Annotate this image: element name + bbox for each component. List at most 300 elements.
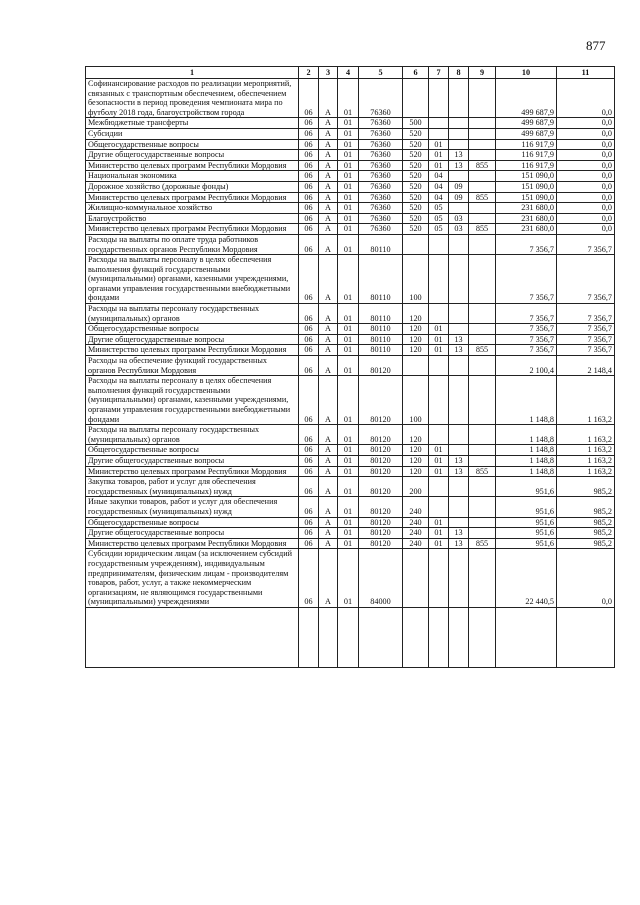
subprogram-cell: 01 bbox=[338, 181, 359, 192]
target-cell: 76360 bbox=[359, 150, 403, 161]
name-cell: Общегосударственные вопросы bbox=[86, 324, 299, 335]
program-cell: А bbox=[319, 528, 338, 539]
type-cell: 120 bbox=[403, 455, 429, 466]
name-cell: Другие общегосударственные вопросы bbox=[86, 150, 299, 161]
program-cell: А bbox=[319, 445, 338, 456]
amount-next-cell: 0,0 bbox=[557, 224, 615, 235]
section-cell: 06 bbox=[299, 160, 319, 171]
chapter-cell bbox=[429, 128, 449, 139]
program-cell: А bbox=[319, 334, 338, 345]
section-cell: 06 bbox=[299, 118, 319, 129]
amount-next-cell: 985,2 bbox=[557, 477, 615, 497]
section-cell: 06 bbox=[299, 324, 319, 335]
amount-next-cell: 7 356,7 bbox=[557, 234, 615, 254]
amount-next-cell: 0,0 bbox=[557, 139, 615, 150]
column-header: 10 bbox=[496, 67, 557, 79]
table-row bbox=[86, 345, 615, 356]
subprogram-cell: 01 bbox=[338, 517, 359, 528]
ministry-cell: 855 bbox=[469, 538, 496, 549]
column-header: 7 bbox=[429, 67, 449, 79]
target-cell: 80110 bbox=[359, 324, 403, 335]
ministry-cell bbox=[469, 376, 496, 425]
amount-cell: 2 100,4 bbox=[496, 356, 557, 376]
amount-cell: 951,6 bbox=[496, 528, 557, 539]
chapter-cell bbox=[429, 477, 449, 497]
chapter-cell: 01 bbox=[429, 345, 449, 356]
section-cell: 06 bbox=[299, 171, 319, 182]
amount-cell: 22 440,5 bbox=[496, 549, 557, 608]
subprogram-cell: 01 bbox=[338, 538, 359, 549]
type-cell: 520 bbox=[403, 150, 429, 161]
subchapter-cell bbox=[449, 234, 469, 254]
table-row bbox=[86, 213, 615, 224]
table-row bbox=[86, 477, 615, 497]
subchapter-cell bbox=[449, 477, 469, 497]
target-cell: 76360 bbox=[359, 79, 403, 118]
table-row bbox=[86, 192, 615, 203]
subchapter-cell bbox=[449, 324, 469, 335]
name-cell: Другие общегосударственные вопросы bbox=[86, 455, 299, 466]
target-cell: 80120 bbox=[359, 466, 403, 477]
chapter-cell bbox=[429, 356, 449, 376]
chapter-cell bbox=[429, 549, 449, 608]
amount-next-cell: 0,0 bbox=[557, 549, 615, 608]
program-cell: А bbox=[319, 538, 338, 549]
table-row bbox=[86, 255, 615, 304]
program-cell: А bbox=[319, 549, 338, 608]
name-cell: Другие общегосударственные вопросы bbox=[86, 528, 299, 539]
ministry-cell bbox=[469, 517, 496, 528]
ministry-cell bbox=[469, 139, 496, 150]
amount-next-cell: 7 356,7 bbox=[557, 255, 615, 304]
section-cell: 06 bbox=[299, 528, 319, 539]
chapter-cell: 01 bbox=[429, 150, 449, 161]
type-cell: 520 bbox=[403, 160, 429, 171]
type-cell: 520 bbox=[403, 192, 429, 203]
table-row bbox=[86, 517, 615, 528]
table-row bbox=[86, 118, 615, 129]
amount-next-cell: 0,0 bbox=[557, 118, 615, 129]
target-cell: 80120 bbox=[359, 517, 403, 528]
amount-next-cell: 1 163,2 bbox=[557, 455, 615, 466]
subprogram-cell: 01 bbox=[338, 304, 359, 324]
ministry-cell bbox=[469, 497, 496, 517]
section-cell: 06 bbox=[299, 213, 319, 224]
subchapter-cell: 03 bbox=[449, 213, 469, 224]
section-cell: 06 bbox=[299, 356, 319, 376]
section-cell: 06 bbox=[299, 79, 319, 118]
ministry-cell bbox=[469, 128, 496, 139]
name-cell: Жилищно-коммунальное хозяйство bbox=[86, 203, 299, 214]
subprogram-cell: 01 bbox=[338, 455, 359, 466]
section-cell: 06 bbox=[299, 425, 319, 445]
column-header: 6 bbox=[403, 67, 429, 79]
section-cell: 06 bbox=[299, 224, 319, 235]
type-cell: 120 bbox=[403, 324, 429, 335]
chapter-cell: 04 bbox=[429, 181, 449, 192]
subprogram-cell: 01 bbox=[338, 334, 359, 345]
program-cell: А bbox=[319, 118, 338, 129]
subchapter-cell: 13 bbox=[449, 538, 469, 549]
subprogram-cell: 01 bbox=[338, 497, 359, 517]
target-cell: 80120 bbox=[359, 477, 403, 497]
chapter-cell: 01 bbox=[429, 455, 449, 466]
amount-cell: 951,6 bbox=[496, 538, 557, 549]
table-row bbox=[86, 234, 615, 254]
amount-cell: 7 356,7 bbox=[496, 304, 557, 324]
subchapter-cell: 13 bbox=[449, 334, 469, 345]
ministry-cell bbox=[469, 234, 496, 254]
subchapter-cell bbox=[449, 376, 469, 425]
table-row bbox=[86, 445, 615, 456]
section-cell: 06 bbox=[299, 517, 319, 528]
name-cell: Министерство целевых программ Республики Мордовия bbox=[86, 345, 299, 356]
target-cell: 76360 bbox=[359, 213, 403, 224]
subchapter-cell bbox=[449, 497, 469, 517]
amount-cell: 231 680,0 bbox=[496, 224, 557, 235]
section-cell: 06 bbox=[299, 255, 319, 304]
amount-cell: 7 356,7 bbox=[496, 234, 557, 254]
subprogram-cell: 01 bbox=[338, 118, 359, 129]
table-row bbox=[86, 181, 615, 192]
chapter-cell bbox=[429, 118, 449, 129]
chapter-cell bbox=[429, 497, 449, 517]
ministry-cell bbox=[469, 304, 496, 324]
subprogram-cell: 01 bbox=[338, 139, 359, 150]
section-cell: 06 bbox=[299, 304, 319, 324]
program-cell: А bbox=[319, 171, 338, 182]
section-cell: 06 bbox=[299, 334, 319, 345]
table-row bbox=[86, 171, 615, 182]
program-cell: А bbox=[319, 203, 338, 214]
name-cell bbox=[86, 607, 299, 667]
subprogram-cell: 01 bbox=[338, 160, 359, 171]
amount-cell: 1 148,8 bbox=[496, 376, 557, 425]
amount-next-cell: 2 148,4 bbox=[557, 356, 615, 376]
amount-next-cell: 1 163,2 bbox=[557, 376, 615, 425]
ministry-cell bbox=[469, 607, 496, 667]
subprogram-cell: 01 bbox=[338, 150, 359, 161]
subchapter-cell bbox=[449, 128, 469, 139]
ministry-cell bbox=[469, 255, 496, 304]
ministry-cell bbox=[469, 356, 496, 376]
amount-cell: 951,6 bbox=[496, 497, 557, 517]
name-cell: Закупка товаров, работ и услуг для обеспечения государственных (муниципальных) нужд bbox=[86, 477, 299, 497]
table-row bbox=[86, 376, 615, 425]
name-cell: Софинансирование расходов по реализации мероприятий, связанных с транспортным обеспечением, обеспечением безопасности в период проведения чемпионата мира по футболу 2018 года, благоустройством города bbox=[86, 79, 299, 118]
target-cell: 80120 bbox=[359, 497, 403, 517]
type-cell: 100 bbox=[403, 376, 429, 425]
program-cell: А bbox=[319, 517, 338, 528]
subprogram-cell: 01 bbox=[338, 425, 359, 445]
type-cell: 500 bbox=[403, 118, 429, 129]
section-cell: 06 bbox=[299, 345, 319, 356]
name-cell: Общегосударственные вопросы bbox=[86, 445, 299, 456]
ministry-cell bbox=[469, 425, 496, 445]
section-cell bbox=[299, 607, 319, 667]
target-cell: 76360 bbox=[359, 160, 403, 171]
target-cell: 76360 bbox=[359, 181, 403, 192]
target-cell: 80120 bbox=[359, 376, 403, 425]
type-cell: 120 bbox=[403, 425, 429, 445]
subprogram-cell: 01 bbox=[338, 171, 359, 182]
name-cell: Общегосударственные вопросы bbox=[86, 139, 299, 150]
subprogram-cell: 01 bbox=[338, 466, 359, 477]
amount-next-cell: 0,0 bbox=[557, 128, 615, 139]
target-cell: 80110 bbox=[359, 234, 403, 254]
subchapter-cell bbox=[449, 118, 469, 129]
ministry-cell bbox=[469, 455, 496, 466]
subchapter-cell bbox=[449, 203, 469, 214]
section-cell: 06 bbox=[299, 445, 319, 456]
table-row bbox=[86, 160, 615, 171]
ministry-cell bbox=[469, 528, 496, 539]
program-cell: А bbox=[319, 255, 338, 304]
table-header-row bbox=[86, 67, 615, 79]
amount-next-cell: 0,0 bbox=[557, 150, 615, 161]
target-cell: 80120 bbox=[359, 445, 403, 456]
program-cell: А bbox=[319, 128, 338, 139]
amount-cell: 116 917,9 bbox=[496, 160, 557, 171]
program-cell: А bbox=[319, 324, 338, 335]
chapter-cell: 01 bbox=[429, 324, 449, 335]
budget-table bbox=[85, 66, 615, 668]
type-cell: 240 bbox=[403, 528, 429, 539]
subchapter-cell bbox=[449, 445, 469, 456]
subchapter-cell bbox=[449, 356, 469, 376]
amount-next-cell bbox=[557, 607, 615, 667]
subprogram-cell: 01 bbox=[338, 128, 359, 139]
program-cell: А bbox=[319, 304, 338, 324]
chapter-cell: 05 bbox=[429, 224, 449, 235]
subprogram-cell: 01 bbox=[338, 79, 359, 118]
section-cell: 06 bbox=[299, 139, 319, 150]
target-cell: 80120 bbox=[359, 538, 403, 549]
column-header: 9 bbox=[469, 67, 496, 79]
table-row bbox=[86, 224, 615, 235]
subchapter-cell bbox=[449, 425, 469, 445]
ministry-cell bbox=[469, 334, 496, 345]
program-cell: А bbox=[319, 356, 338, 376]
chapter-cell bbox=[429, 425, 449, 445]
amount-cell: 151 090,0 bbox=[496, 181, 557, 192]
chapter-cell bbox=[429, 376, 449, 425]
target-cell: 76360 bbox=[359, 224, 403, 235]
subchapter-cell: 09 bbox=[449, 181, 469, 192]
table-row bbox=[86, 607, 615, 667]
chapter-cell: 01 bbox=[429, 517, 449, 528]
program-cell: А bbox=[319, 150, 338, 161]
column-header: 1 bbox=[86, 67, 299, 79]
chapter-cell bbox=[429, 79, 449, 118]
table-row bbox=[86, 455, 615, 466]
name-cell: Министерство целевых программ Республики Мордовия bbox=[86, 192, 299, 203]
subchapter-cell bbox=[449, 139, 469, 150]
table-row bbox=[86, 538, 615, 549]
amount-cell: 1 148,8 bbox=[496, 445, 557, 456]
ministry-cell: 855 bbox=[469, 192, 496, 203]
amount-cell: 7 356,7 bbox=[496, 255, 557, 304]
amount-next-cell: 985,2 bbox=[557, 528, 615, 539]
subchapter-cell: 13 bbox=[449, 150, 469, 161]
chapter-cell: 01 bbox=[429, 139, 449, 150]
table-row bbox=[86, 528, 615, 539]
program-cell: А bbox=[319, 224, 338, 235]
type-cell: 520 bbox=[403, 203, 429, 214]
program-cell: А bbox=[319, 139, 338, 150]
section-cell: 06 bbox=[299, 234, 319, 254]
page-number: 877 bbox=[586, 38, 606, 53]
amount-next-cell: 985,2 bbox=[557, 497, 615, 517]
program-cell bbox=[319, 607, 338, 667]
chapter-cell: 01 bbox=[429, 466, 449, 477]
subprogram-cell: 01 bbox=[338, 528, 359, 539]
amount-next-cell: 985,2 bbox=[557, 538, 615, 549]
ministry-cell: 855 bbox=[469, 224, 496, 235]
type-cell: 240 bbox=[403, 497, 429, 517]
subchapter-cell bbox=[449, 517, 469, 528]
subprogram-cell: 01 bbox=[338, 224, 359, 235]
table-row bbox=[86, 356, 615, 376]
subchapter-cell: 13 bbox=[449, 160, 469, 171]
program-cell: А bbox=[319, 79, 338, 118]
subchapter-cell bbox=[449, 304, 469, 324]
name-cell: Расходы на выплаты персоналу в целях обеспечения выполнения функций государственными (муниципальными) органами, казенными учреждениями, органами управления государственными внебюджетными фондами bbox=[86, 255, 299, 304]
amount-next-cell: 7 356,7 bbox=[557, 324, 615, 335]
ministry-cell: 855 bbox=[469, 160, 496, 171]
program-cell: А bbox=[319, 477, 338, 497]
chapter-cell bbox=[429, 234, 449, 254]
target-cell: 84000 bbox=[359, 549, 403, 608]
type-cell: 520 bbox=[403, 213, 429, 224]
name-cell: Министерство целевых программ Республики Мордовия bbox=[86, 224, 299, 235]
subchapter-cell: 03 bbox=[449, 224, 469, 235]
target-cell: 80110 bbox=[359, 255, 403, 304]
amount-next-cell: 0,0 bbox=[557, 213, 615, 224]
subchapter-cell bbox=[449, 255, 469, 304]
name-cell: Субсидии юридическим лицам (за исключением субсидий государственным учреждениям), индивидуальным предпринимателям, физическим лицам - производителям товаров, работ, услуг, а также некоммерческим организациям, не являющимся государственными (муниципальными) учреждениями bbox=[86, 549, 299, 608]
target-cell bbox=[359, 607, 403, 667]
table-row bbox=[86, 139, 615, 150]
amount-cell: 499 687,9 bbox=[496, 79, 557, 118]
type-cell bbox=[403, 549, 429, 608]
target-cell: 80120 bbox=[359, 356, 403, 376]
table-row bbox=[86, 497, 615, 517]
type-cell bbox=[403, 356, 429, 376]
name-cell: Другие общегосударственные вопросы bbox=[86, 334, 299, 345]
section-cell: 06 bbox=[299, 455, 319, 466]
ministry-cell bbox=[469, 79, 496, 118]
type-cell bbox=[403, 79, 429, 118]
chapter-cell: 04 bbox=[429, 171, 449, 182]
ministry-cell bbox=[469, 445, 496, 456]
type-cell: 520 bbox=[403, 139, 429, 150]
name-cell: Межбюджетные трансферты bbox=[86, 118, 299, 129]
amount-next-cell: 0,0 bbox=[557, 79, 615, 118]
subprogram-cell: 01 bbox=[338, 376, 359, 425]
subprogram-cell: 01 bbox=[338, 324, 359, 335]
section-cell: 06 bbox=[299, 203, 319, 214]
target-cell: 80110 bbox=[359, 304, 403, 324]
subchapter-cell: 13 bbox=[449, 345, 469, 356]
ministry-cell bbox=[469, 549, 496, 608]
target-cell: 80120 bbox=[359, 528, 403, 539]
subprogram-cell bbox=[338, 607, 359, 667]
type-cell bbox=[403, 607, 429, 667]
section-cell: 06 bbox=[299, 181, 319, 192]
subchapter-cell bbox=[449, 549, 469, 608]
name-cell: Благоустройство bbox=[86, 213, 299, 224]
amount-next-cell: 985,2 bbox=[557, 517, 615, 528]
section-cell: 06 bbox=[299, 538, 319, 549]
chapter-cell bbox=[429, 304, 449, 324]
chapter-cell bbox=[429, 255, 449, 304]
type-cell: 120 bbox=[403, 466, 429, 477]
program-cell: А bbox=[319, 234, 338, 254]
type-cell: 120 bbox=[403, 304, 429, 324]
name-cell: Расходы на выплаты персоналу в целях обеспечения выполнения функций государственными (муниципальными) органами, казенными учреждениями, органами управления государственными внебюджетными фондами bbox=[86, 376, 299, 425]
target-cell: 76360 bbox=[359, 139, 403, 150]
ministry-cell bbox=[469, 150, 496, 161]
table-row bbox=[86, 466, 615, 477]
subprogram-cell: 01 bbox=[338, 213, 359, 224]
subchapter-cell bbox=[449, 607, 469, 667]
ministry-cell bbox=[469, 171, 496, 182]
amount-next-cell: 7 356,7 bbox=[557, 345, 615, 356]
subchapter-cell: 13 bbox=[449, 466, 469, 477]
program-cell: А bbox=[319, 192, 338, 203]
subprogram-cell: 01 bbox=[338, 549, 359, 608]
column-header: 3 bbox=[319, 67, 338, 79]
type-cell bbox=[403, 234, 429, 254]
type-cell: 520 bbox=[403, 181, 429, 192]
program-cell: А bbox=[319, 497, 338, 517]
section-cell: 06 bbox=[299, 128, 319, 139]
target-cell: 80110 bbox=[359, 345, 403, 356]
amount-next-cell: 0,0 bbox=[557, 171, 615, 182]
subchapter-cell: 09 bbox=[449, 192, 469, 203]
name-cell: Министерство целевых программ Республики Мордовия bbox=[86, 538, 299, 549]
amount-cell: 499 687,9 bbox=[496, 118, 557, 129]
type-cell: 520 bbox=[403, 128, 429, 139]
amount-cell: 7 356,7 bbox=[496, 324, 557, 335]
ministry-cell bbox=[469, 477, 496, 497]
table-row bbox=[86, 150, 615, 161]
amount-cell: 116 917,9 bbox=[496, 150, 557, 161]
section-cell: 06 bbox=[299, 549, 319, 608]
type-cell: 100 bbox=[403, 255, 429, 304]
section-cell: 06 bbox=[299, 497, 319, 517]
target-cell: 76360 bbox=[359, 128, 403, 139]
amount-cell: 1 148,8 bbox=[496, 455, 557, 466]
chapter-cell: 05 bbox=[429, 203, 449, 214]
subchapter-cell: 13 bbox=[449, 528, 469, 539]
amount-cell: 951,6 bbox=[496, 517, 557, 528]
target-cell: 80120 bbox=[359, 455, 403, 466]
name-cell: Расходы на выплаты персоналу государственных (муниципальных) органов bbox=[86, 304, 299, 324]
amount-cell: 1 148,8 bbox=[496, 425, 557, 445]
amount-cell: 7 356,7 bbox=[496, 334, 557, 345]
name-cell: Общегосударственные вопросы bbox=[86, 517, 299, 528]
table-row bbox=[86, 549, 615, 608]
chapter-cell: 01 bbox=[429, 538, 449, 549]
amount-next-cell: 0,0 bbox=[557, 160, 615, 171]
target-cell: 76360 bbox=[359, 203, 403, 214]
column-header: 5 bbox=[359, 67, 403, 79]
section-cell: 06 bbox=[299, 376, 319, 425]
name-cell: Расходы на обеспечение функций государственных органов Республики Мордовия bbox=[86, 356, 299, 376]
target-cell: 80120 bbox=[359, 425, 403, 445]
